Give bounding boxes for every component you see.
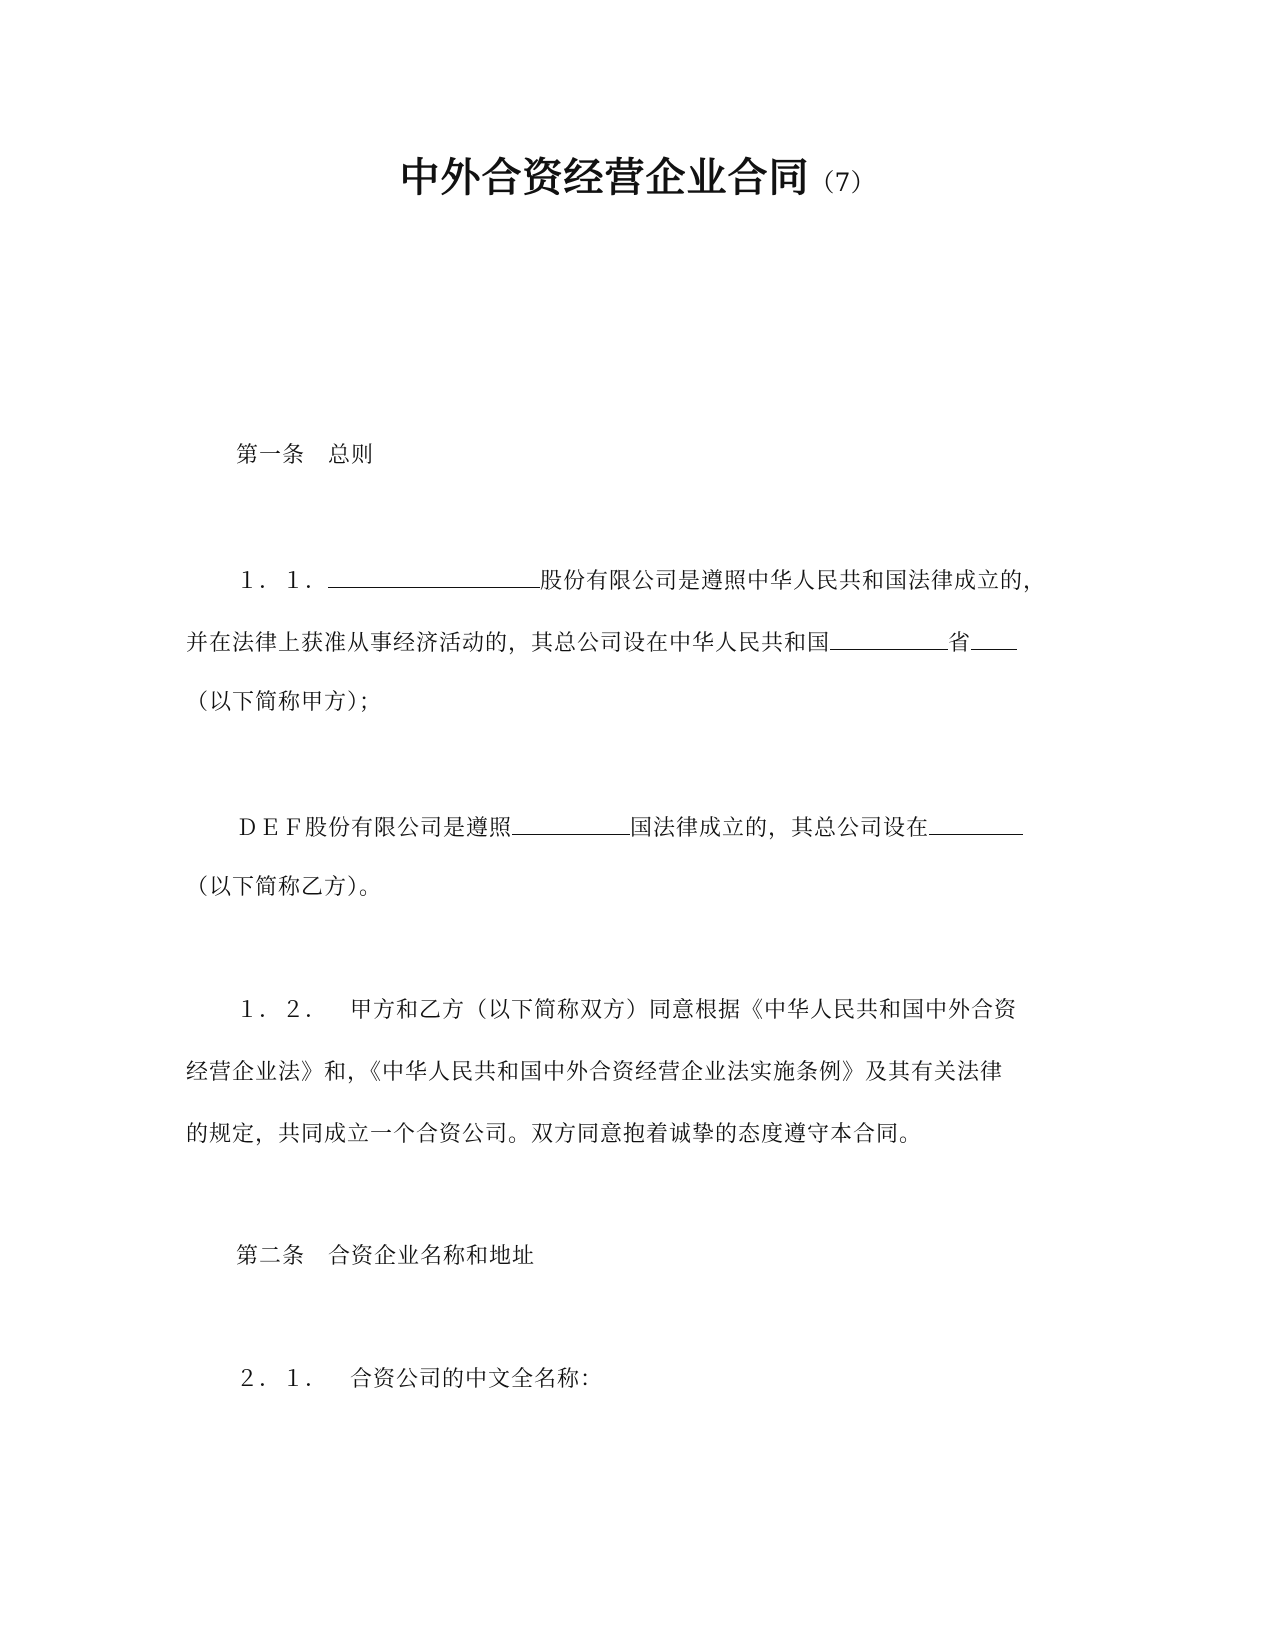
def-line-2: （以下简称乙方）。 [186, 875, 383, 900]
def-line-1 [236, 810, 1023, 845]
clause-2-1-number: ２．１． [236, 1367, 329, 1392]
def-text-1: ＤＥＦ股份有限公司是遵照 [236, 816, 513, 841]
clause-1-1-line-3: （以下简称甲方）； [186, 690, 383, 715]
clause-1-1-text-1: 股份有限公司是遵照中华人民共和国法律成立的， [540, 569, 1047, 594]
article-2-heading: 第二条 合资企业名称和地址 [236, 1244, 536, 1269]
clause-1-2-line-3: 的规定，共同成立一个合资公司。双方同意抱着诚挚的态度遵守本合同。 [186, 1122, 923, 1147]
clause-2-1-text: 合资公司的中文全名称： [350, 1367, 604, 1392]
clause-1-2-number: １．２． [236, 998, 329, 1023]
province-blank [971, 625, 1017, 650]
clause-1-2-line-1 [236, 995, 1017, 1027]
clause-1-1-line-1 [236, 563, 1046, 598]
def-country-blank [512, 810, 630, 835]
clause-1-1-line-2 [186, 625, 1017, 660]
clause-2-1 [236, 1364, 603, 1396]
title-main: 中外合资经营企业合同 [399, 155, 810, 201]
country-blank [830, 625, 948, 650]
title-suffix: （7） [809, 168, 876, 197]
article-1-heading: 第一条 总则 [236, 443, 375, 468]
company-name-blank [328, 563, 540, 588]
def-location-blank [929, 810, 1023, 835]
def-text-2: 国法律成立的，其总公司设在 [630, 816, 930, 841]
clause-1-1-text-2: 并在法律上获准从事经济活动的，其总公司设在中华人民共和国 [186, 631, 831, 656]
clause-1-2-text-1: 甲方和乙方（以下简称双方）同意根据《中华人民共和国中外合资 [350, 998, 1018, 1023]
clause-1-2-line-2: 经营企业法》和，《中华人民共和国中外合资经营企业法实施条例》及其有关法律 [186, 1060, 1004, 1085]
province-label: 省 [948, 631, 972, 656]
clause-1-1-number: １．１． [236, 569, 329, 594]
document-title [0, 146, 1275, 203]
